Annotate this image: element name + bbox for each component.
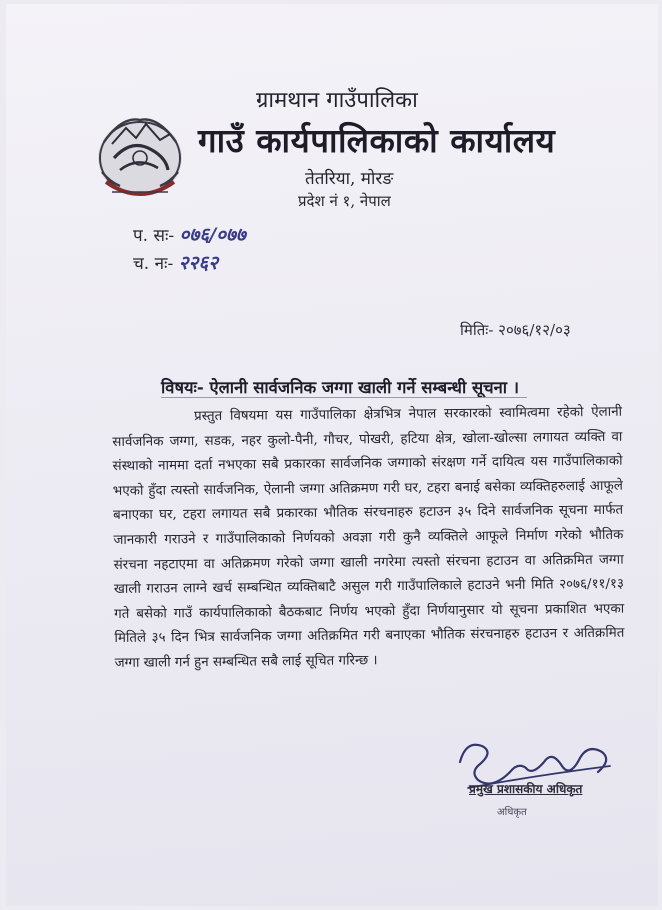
dispatch-number: [133, 249, 218, 275]
district-line: तेतरिया, मोरङ: [305, 169, 394, 189]
notice-body: प्रस्तुत विषयमा यस गाउँपालिका क्षेत्रभित्र नेपाल सरकारको स्वामित्वमा रहेको ऐलानी सार्वजनिक जग्गा, सडक, नहर कुलो-पैनी, गौचर, पोखरी, हटिया क्षेत्र, खोला-खोल्सा लगायत व्यक्ति वा संस्थाको नाममा दर्ता नभएका सबै प्रकारका सार्वजनिक जग्गाको संरक्षण गर्ने दायित्व यस गाउँपालिकाको भएको हुँदा त्यस्तो सार्वजनिक, ऐलानी जग्गा अतिक्रमण गरी घर, टहरा बनाई बसेका व्यक्तिहरुलाई आफूले बनाएका घर, टहरा लगायत सबै प्रकारका भौतिक संरचनाहरु हटाउन ३५ दिने सार्वजनिक सूचना मार्फत जानकारी गराउने र गाउँपालिकाको निर्णयको अवज्ञा गरी कुनै व्यक्तिले आफूले निर्माण गरेको भौतिक संरचना नहटाएमा वा अतिक्रमण गरेको जग्गा खाली नगरेमा त्यस्तो संरचना हटाउन वा अतिक्रमित जग्गा खाली गराउन लाग्ने खर्च सम्बन्धित व्यक्तिबाटै असुल गरी गाउँपालिकाले हटाउने भनी मिति २०७६/११/१३ गते बसेको गाउँ कार्यपालिकाको बैठकबाट निर्णय भएको हुँदा निर्णयानुसार यो सूचना प्रकाशित भएका मितिले ३५ दिन भित्र सार्वजनिक जग्गा अतिक्रमित गरी बनाएका भौतिक संरचनाहरु हटाउन र अतिक्रमित जग्गा खाली गर्न हुन सम्बन्धित सबै लाई सूचित गरिन्छ ।: [112, 404, 625, 671]
document-page: [6, 4, 658, 906]
signatory-role: अधिकृत: [497, 807, 527, 818]
subject-line: विषयः- ऐलानी सार्वजनिक जग्गा खाली गर्ने सम्बन्धी सूचना ।: [161, 378, 520, 397]
dispatch-value: २२६२: [178, 252, 219, 274]
dispatch-label: च. नः-: [133, 254, 174, 274]
subject-underline: [161, 397, 527, 398]
municipality-name: ग्रामथान गाउँपालिका: [256, 88, 418, 113]
fiscal-year-reference: [133, 221, 246, 247]
fiscal-year-value: ०७६/०७७: [179, 224, 246, 246]
signatory-title: प्रमुख प्रशासकीय अधिकृत: [469, 782, 583, 796]
office-title: गाउँ कार्यपालिकाको कार्यालय: [198, 121, 556, 160]
fiscal-year-label: प. सः-: [133, 226, 175, 246]
province-line: प्रदेश नं १, नेपाल: [298, 192, 391, 210]
nepal-emblem-icon: [92, 112, 188, 202]
letter-date: मितिः- २०७६/१२/०३: [460, 321, 571, 339]
